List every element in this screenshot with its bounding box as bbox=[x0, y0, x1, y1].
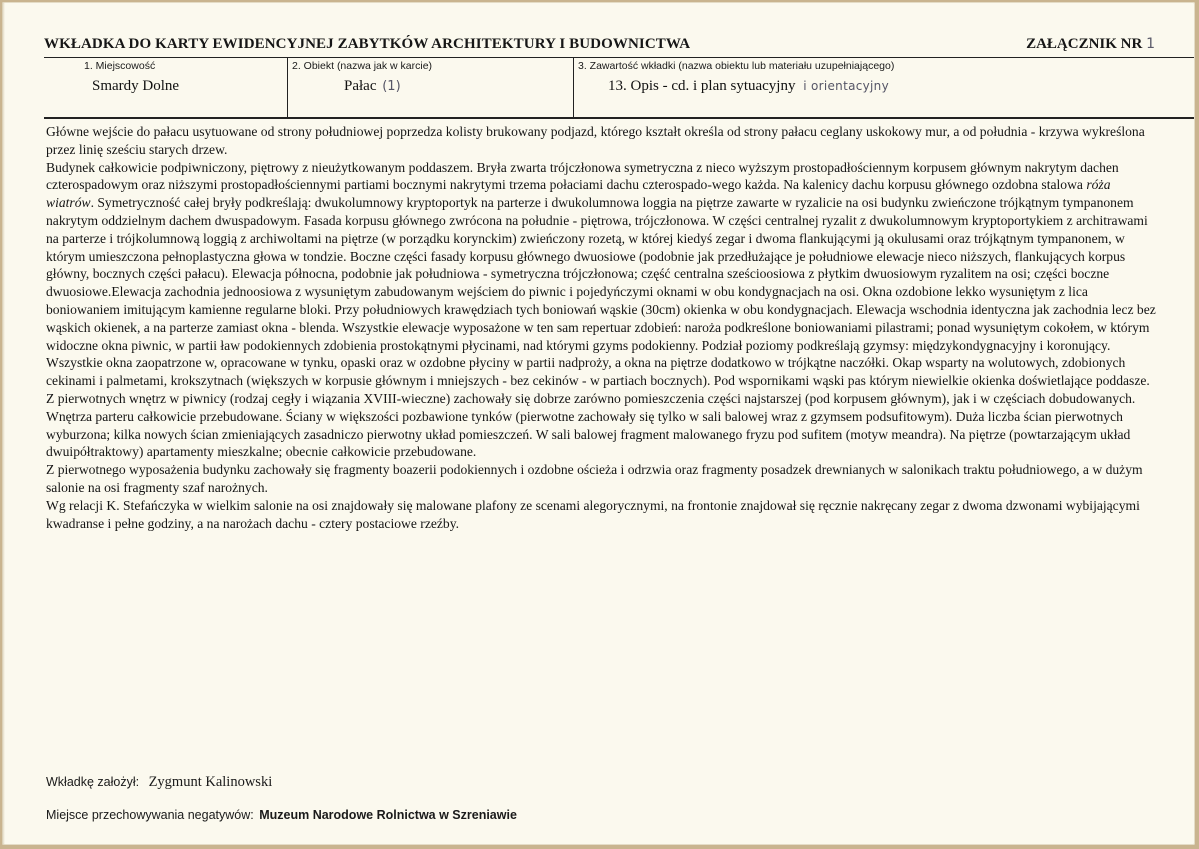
paragraph-driveway: Główne wejście do pałacu usytuowane od strony południowej poprzedza kolisty brukowany podjazd, którego kształt określa od strony pałacu ceglany uskokowy mur, a od południa - krzywa wykreślona przez linię sześciu starych drzew. bbox=[46, 124, 1145, 157]
footer-author-label: Wkładkę założył: bbox=[46, 775, 140, 789]
field-object-label: 2. Obiekt (nazwa jak w karcie) bbox=[292, 60, 433, 72]
field-object-value-wrap bbox=[344, 78, 401, 95]
paragraph-furnishings: Z pierwotnego wyposażenia budynku zachowały się fragmenty boazerii podokiennych i ozdobne ościeża i odrzwia oraz fragmenty posadzek drewnianych w salonikach traktu południowego, a w dużym salonie na osi fragmenty szaf narożnych. bbox=[46, 462, 1143, 495]
field-object-value: Pałac bbox=[344, 78, 377, 94]
footer-storage-value: Muzeum Narodowe Rolnictwa w Szreniawie bbox=[259, 808, 517, 822]
annex-label bbox=[1026, 36, 1155, 53]
document-title: WKŁADKA DO KARTY EWIDENCYJNEJ ZABYTKÓW ARCHITEKTURY I BUDOWNICTWA bbox=[44, 36, 691, 52]
document-card bbox=[2, 2, 1195, 845]
footer-storage bbox=[46, 808, 517, 822]
paragraph-building-part2: . Symetryczność całej bryły podkreślają: dwukolumnowy kryptoportyk na parterze i dwukolumnowa loggia na piętrze zawarte w ryzalicie na osi budynku zwieńczone trójkątnym tympanonem nakrytym oddzielnym dachem dwuspadowym. Fasada korpusu głównego zwrócona na południe - piętrowa, trójczłonowa. W części centralnej ryzalit z dwukolumnowym kryptoportykiem z architrawami na parterze i trójkolumnową loggią z archiwoltami na piętrze (w porządku korynckim) zwieńczony rozetą, w której kiedyś zegar i dwoma flankującymi ją okulusami oraz trójkątnym tympanonem, w którym umieszczona pełnoplastyczna głowa w tondzie. Boczne części fasady korpusu głównego dwuosiowe (podobnie jak przedłużające je południowe elewacje nieco niższych, flankujących korpus główny, bocznych części pałacu). Elewacja północna, podobnie jak południowa - symetryczna trójczłonowa; część centralna sześcioosiowa z płytkim dwuosiowym ryzalitem na osi; części boczne dwuosiowe.Elewacja zachodnia jednoosiowa z wysuniętym zabudowanym wejściem do piwnic i pojedyńczymi oknami w obu kondygnacjach na osi. Okna ozdobione lekko wysuniętym z lica boniowaniem imitującym kamienne regularne bloki. Przy południowych krawędziach tych boniowań wąskie (30cm) okienka w obu kondygnacjach. Elewacja wschodnia identyczna jak zachodnia lecz bez wąskich okienek, a na parterze zamiast okna - blenda. Wszystkie elewacje wyposażone w ten sam repertuar zdobień: naroża podkreślone boniowaniami pilastrami; ponad wysuniętym cokołem, w którym widoczne okna piwnic, w partii ław podokiennych zdobienia prostokątnymi płycinami, nad którymi gzyms podokienny. Podział poziomy podkreślają gzymsy: międzykondygnacyjny i koronujący. Wszystkie okna zaopatrzone w, opracowane w tynku, opaski oraz w ozdobne płyciny w partii nadproży, a okna na piętrze dodatkowo w trójkątne naczółki. Okap wsparty na wolutowych, zdobionych cekinami i palmetami, krokszytnach (większych w korpusie głównym i mniejszych - bez cekinów - w partiach bocznych). Pod wspornikami wąski pas którym niewielkie okienka doświetlające poddasze. bbox=[46, 195, 1156, 389]
paragraph-interiors: Wnętrza parteru całkowicie przebudowane. Ściany w większości pozbawione tynków (pierwotne zachowały się tylko w sali balowej wraz z gzymsem podsufitowym). Duża liczba ścian pierwotnych wyburzona; kilka nowych ścian zmieniających zasadniczo pierwotny układ pomieszczeń. W sali balowej fragment malowanego fryzu pod sufitem (motyw meandra). Na piętrze (powtarzającym układ dwuipółtraktowy) apartamenty mieszkalne; obecnie całkowicie przebudowane. bbox=[46, 408, 1131, 460]
paragraph-building-part1: Budynek całkowicie podpiwniczony, piętrowy z nieużytkowanym poddaszem. Bryła zwarta trójczłonowa symetryczna z nieco wyższym prostopadłościennym korpusem głównym nakrytym dachen czterospadowym oraz niższymi prostopadłościennymi partiami bocznymi nakrytymi trzema połaciami dachu czterospado-wego każda. Na kalenicy dachu korpusu głównego ozdobna stalowa bbox=[46, 159, 1119, 193]
field-contents-value-wrap bbox=[608, 78, 889, 95]
annex-label-text: ZAŁĄCZNIK NR bbox=[1026, 36, 1143, 52]
field-location-value: Smardy Dolne bbox=[92, 78, 180, 94]
annex-number: 1 bbox=[1146, 36, 1155, 52]
field-location bbox=[44, 58, 287, 117]
paragraph-building-emphasis: róża wiatrów bbox=[46, 177, 1111, 211]
paragraph-relation: Wg relacji K. Stefańczyka w wielkim salonie na osi znajdowały się malowane plafony ze scenami alegorycznymi, na frontonie znajdował się ręcznie nakręcany zegar z dwoma dzwonami wybijającymi kwadranse i pełne godziny, a na narożach dachu - cztery postaciowe rzeźby. bbox=[46, 497, 1140, 531]
footer-author-value: Zygmunt Kalinowski bbox=[148, 774, 273, 790]
field-contents-handwritten: i orientacyjny bbox=[803, 79, 889, 93]
field-contents-value: 13. Opis - cd. i plan sytuacyjny bbox=[608, 78, 796, 94]
field-object-handwritten: (1) bbox=[382, 79, 401, 94]
field-contents-label: 3. Zawartość wkładki (nazwa obiektu lub materiału uzupełniającego) bbox=[578, 60, 895, 72]
footer-author bbox=[46, 774, 272, 791]
field-location-label: 1. Miejscowość bbox=[84, 60, 156, 72]
field-contents bbox=[573, 58, 1195, 117]
description-body bbox=[46, 123, 1158, 532]
card-edge bbox=[2, 2, 5, 845]
paragraph-basement: Z pierwotnych wnętrz w piwnicy (rodzaj cegły i wiązania XVIII-wieczne) zachowały się dobrze zarówno pomieszczenia części najstarszej (pod korpusem głównym), jak i w częściach dobudowanych. bbox=[46, 390, 1136, 406]
footer-storage-label: Miejsce przechowywania negatywów: bbox=[46, 808, 254, 822]
header-fields bbox=[44, 57, 1194, 119]
field-object bbox=[287, 58, 574, 117]
paragraph-building bbox=[46, 159, 1158, 390]
